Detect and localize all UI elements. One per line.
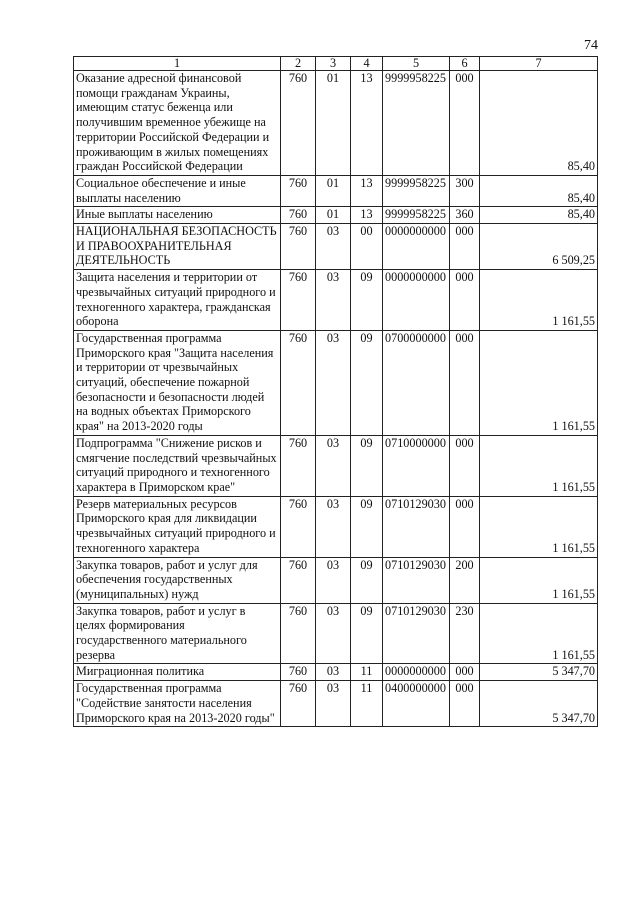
column-header: 3 <box>316 57 351 71</box>
section-code: 01 <box>316 175 351 206</box>
amount: 85,40 <box>480 71 598 176</box>
amount: 85,40 <box>480 207 598 224</box>
expense-type-code: 000 <box>450 435 480 496</box>
subsection-code: 11 <box>351 664 383 681</box>
expense-name: Государственная программа "Содействие занятости населения Приморского края на 2013-2020 годы" <box>74 681 281 727</box>
target-article-code: 0710129030 <box>383 603 450 664</box>
column-header: 1 <box>74 57 281 71</box>
table-row <box>74 681 598 727</box>
amount: 1 161,55 <box>480 603 598 664</box>
subsection-code: 09 <box>351 496 383 557</box>
expense-name: Резерв материальных ресурсов Приморского края для ликвидации чрезвычайных ситуаций природного и техногенного характера <box>74 496 281 557</box>
table-row <box>74 71 598 176</box>
section-code: 03 <box>316 224 351 270</box>
amount: 1 161,55 <box>480 496 598 557</box>
amount: 5 347,70 <box>480 681 598 727</box>
amount: 1 161,55 <box>480 270 598 331</box>
expense-name: НАЦИОНАЛЬНАЯ БЕЗОПАСНОСТЬ И ПРАВООХРАНИТЕЛЬНАЯ ДЕЯТЕЛЬНОСТЬ <box>74 224 281 270</box>
target-article-code: 9999958225 <box>383 71 450 176</box>
column-number-row <box>74 57 598 71</box>
target-article-code: 0000000000 <box>383 224 450 270</box>
expense-type-code: 000 <box>450 664 480 681</box>
ministry-code: 760 <box>281 664 316 681</box>
table-row <box>74 207 598 224</box>
expense-type-code: 000 <box>450 224 480 270</box>
section-code: 01 <box>316 71 351 176</box>
expense-name: Государственная программа Приморского края "Защита населения и территории от чрезвычайных ситуаций, обеспечение пожарной безопасности и безопасности людей на водных объектах Приморского края" на 2013-2020 годы <box>74 330 281 435</box>
section-code: 03 <box>316 557 351 603</box>
section-code: 01 <box>316 207 351 224</box>
table-row <box>74 664 598 681</box>
target-article-code: 0710000000 <box>383 435 450 496</box>
ministry-code: 760 <box>281 224 316 270</box>
ministry-code: 760 <box>281 270 316 331</box>
section-code: 03 <box>316 603 351 664</box>
ministry-code: 760 <box>281 435 316 496</box>
expense-name: Иные выплаты населению <box>74 207 281 224</box>
expense-type-code: 200 <box>450 557 480 603</box>
subsection-code: 09 <box>351 270 383 331</box>
table-row <box>74 496 598 557</box>
ministry-code: 760 <box>281 330 316 435</box>
amount: 85,40 <box>480 175 598 206</box>
ministry-code: 760 <box>281 71 316 176</box>
target-article-code: 0000000000 <box>383 664 450 681</box>
ministry-code: 760 <box>281 603 316 664</box>
column-header: 6 <box>450 57 480 71</box>
section-code: 03 <box>316 681 351 727</box>
amount: 1 161,55 <box>480 435 598 496</box>
expense-type-code: 000 <box>450 330 480 435</box>
subsection-code: 09 <box>351 603 383 664</box>
target-article-code: 0000000000 <box>383 270 450 331</box>
column-header: 7 <box>480 57 598 71</box>
section-code: 03 <box>316 664 351 681</box>
expense-name: Подпрограмма "Снижение рисков и смягчение последствий чрезвычайных ситуаций природного и техногенного характера в Приморском крае" <box>74 435 281 496</box>
expense-name: Защита населения и территории от чрезвычайных ситуаций природного и техногенного характера, гражданская оборона <box>74 270 281 331</box>
column-header: 4 <box>351 57 383 71</box>
expense-type-code: 300 <box>450 175 480 206</box>
subsection-code: 00 <box>351 224 383 270</box>
subsection-code: 13 <box>351 71 383 176</box>
expense-type-code: 000 <box>450 270 480 331</box>
expense-type-code: 000 <box>450 496 480 557</box>
table-row <box>74 603 598 664</box>
subsection-code: 13 <box>351 207 383 224</box>
expense-type-code: 000 <box>450 681 480 727</box>
amount: 6 509,25 <box>480 224 598 270</box>
amount: 1 161,55 <box>480 330 598 435</box>
ministry-code: 760 <box>281 175 316 206</box>
target-article-code: 0400000000 <box>383 681 450 727</box>
ministry-code: 760 <box>281 207 316 224</box>
subsection-code: 09 <box>351 557 383 603</box>
ministry-code: 760 <box>281 496 316 557</box>
expense-name: Оказание адресной финансовой помощи гражданам Украины, имеющим статус беженца или получившим временное убежище на территории Российской Федерации и проживающим в жилых помещениях граждан Российской Федерации <box>74 71 281 176</box>
column-header: 5 <box>383 57 450 71</box>
expense-name: Закупка товаров, работ и услуг для обеспечения государственных (муниципальных) нужд <box>74 557 281 603</box>
expense-type-code: 360 <box>450 207 480 224</box>
expense-name: Закупка товаров, работ и услуг в целях формирования государственного материального резерва <box>74 603 281 664</box>
expense-type-code: 230 <box>450 603 480 664</box>
expense-name: Социальное обеспечение и иные выплаты населению <box>74 175 281 206</box>
target-article-code: 0710129030 <box>383 557 450 603</box>
subsection-code: 13 <box>351 175 383 206</box>
column-header: 2 <box>281 57 316 71</box>
table-row <box>74 270 598 331</box>
target-article-code: 9999958225 <box>383 175 450 206</box>
ministry-code: 760 <box>281 557 316 603</box>
table-row <box>74 330 598 435</box>
page-number: 74 <box>584 38 598 53</box>
expense-name: Миграционная политика <box>74 664 281 681</box>
expense-type-code: 000 <box>450 71 480 176</box>
table-row <box>74 175 598 206</box>
amount: 5 347,70 <box>480 664 598 681</box>
budget-table <box>73 56 598 727</box>
table-row <box>74 435 598 496</box>
target-article-code: 9999958225 <box>383 207 450 224</box>
target-article-code: 0700000000 <box>383 330 450 435</box>
table-row <box>74 557 598 603</box>
subsection-code: 11 <box>351 681 383 727</box>
ministry-code: 760 <box>281 681 316 727</box>
section-code: 03 <box>316 270 351 331</box>
subsection-code: 09 <box>351 330 383 435</box>
section-code: 03 <box>316 435 351 496</box>
target-article-code: 0710129030 <box>383 496 450 557</box>
section-code: 03 <box>316 330 351 435</box>
table-row <box>74 224 598 270</box>
section-code: 03 <box>316 496 351 557</box>
subsection-code: 09 <box>351 435 383 496</box>
amount: 1 161,55 <box>480 557 598 603</box>
